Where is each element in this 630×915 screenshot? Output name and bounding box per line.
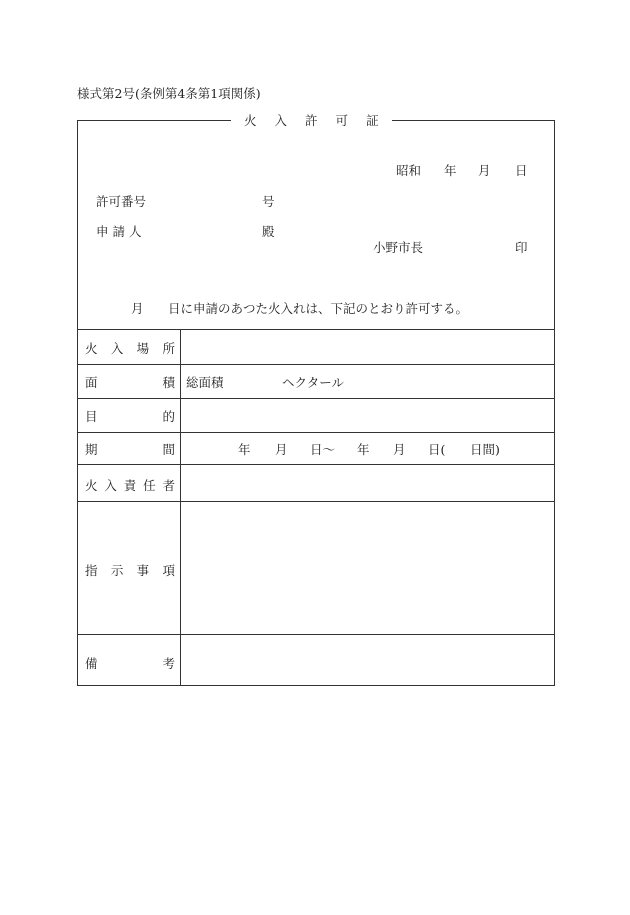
row-label-responsible-person: 火 入 責 任 者	[85, 478, 175, 493]
permit-frame	[77, 120, 555, 686]
row-label-remarks: 備 考	[85, 656, 175, 671]
row-divider	[77, 501, 555, 502]
date-month: 月	[478, 163, 491, 178]
row-label-instructions: 指 示 事 項	[85, 563, 175, 578]
date-year: 年	[444, 163, 457, 178]
row-divider	[77, 364, 555, 365]
period-start-month: 月	[275, 442, 288, 457]
period-start-year: 年	[238, 442, 251, 457]
applicant-honorific: 殿	[262, 224, 275, 239]
form-header: 様式第2号(条例第4条第1項関係)	[77, 86, 261, 101]
permit-number-suffix: 号	[262, 194, 275, 209]
title-char: 火	[244, 113, 257, 128]
title-char: 許	[305, 113, 318, 128]
row-divider	[77, 398, 555, 399]
row-label-purpose: 目 的	[85, 409, 175, 424]
date-era: 昭和	[396, 163, 422, 178]
title-char: 証	[366, 113, 379, 128]
period-start-day: 日〜	[310, 442, 336, 457]
document-title	[231, 111, 392, 129]
row-label-area: 面 積	[85, 375, 175, 390]
row-divider	[77, 432, 555, 433]
row-divider	[77, 329, 555, 330]
row-label-period: 期 間	[85, 442, 175, 457]
statement-text: 日に申請のあつた火入れは、下記のとおり許可する。	[168, 301, 469, 316]
issuer-seal: 印	[515, 240, 528, 255]
title-char: 入	[274, 113, 288, 128]
hectare-unit: ヘクタール	[282, 375, 345, 390]
row-divider	[77, 634, 555, 635]
permit-number-label: 許可番号	[96, 194, 147, 209]
period-end-month: 月	[393, 442, 406, 457]
period-end-day: 日(	[428, 442, 446, 457]
period-end-year: 年	[357, 442, 370, 457]
row-label-fire-location: 火 入 場 所	[85, 341, 175, 356]
applicant-label: 申 請 人	[96, 224, 142, 239]
title-char: 可	[335, 113, 349, 128]
date-day: 日	[515, 163, 528, 178]
statement-month: 月	[131, 301, 144, 316]
period-days: 日間)	[470, 442, 500, 457]
column-divider	[180, 329, 181, 686]
row-divider	[77, 464, 555, 465]
total-area-label: 総面積	[186, 375, 224, 390]
issuer-name: 小野市長	[373, 240, 424, 255]
